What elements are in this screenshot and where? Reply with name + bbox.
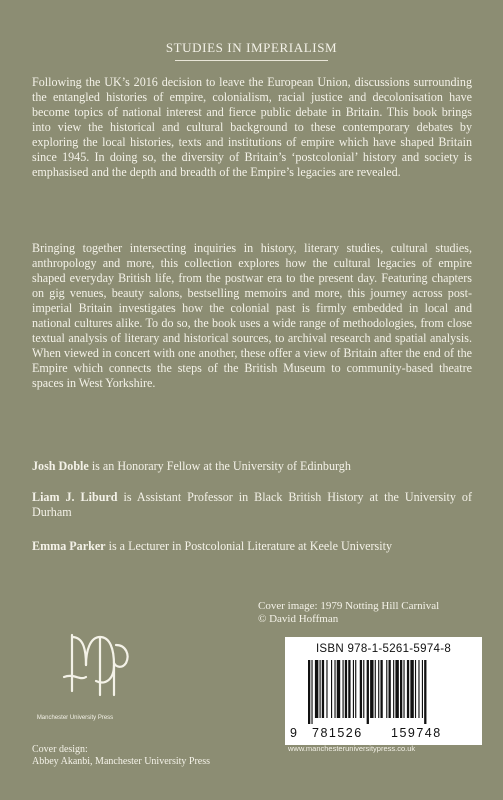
barcode-digit-first: 9 xyxy=(290,726,297,740)
publisher-logo-icon xyxy=(54,625,144,703)
barcode-bar xyxy=(389,660,391,718)
barcode-bar xyxy=(337,660,340,718)
barcode-bar xyxy=(407,660,409,718)
barcode-bar xyxy=(363,660,364,718)
cover-image-caption: Cover image: 1979 Notting Hill Carnival xyxy=(258,600,440,612)
cover-designer: Abbey Akanbi, Manchester University Press xyxy=(32,756,211,767)
cover-design-credit xyxy=(32,744,272,768)
series-title: STUDIES IN IMPERIALISM xyxy=(165,40,338,55)
blurb-paragraph-1 xyxy=(32,75,472,180)
barcode-bar xyxy=(370,660,373,718)
author-name: Liam J. Liburd xyxy=(32,490,118,504)
barcode-bar xyxy=(353,660,354,718)
barcode-bar xyxy=(386,660,387,718)
barcode-bar xyxy=(410,660,413,718)
barcode-bar xyxy=(375,660,376,718)
barcode-bar xyxy=(400,660,402,718)
barcode-bar xyxy=(320,660,321,718)
barcode-bar xyxy=(378,660,379,718)
author-bio-text xyxy=(32,539,472,554)
author-bio xyxy=(32,539,472,554)
barcode-bar xyxy=(331,660,332,718)
blurb-text: Bringing together intersecting inquiries in history, literary studies, cultural studies, anthropology and more, this collection explores how the cultural legacies of empire shaped everyday British life, from the postwar era to the present day. Featuring chapters on gig venues, beauty salons, bestselling memoirs and more, this journey across post-imperial Britain investigates how the colonial past is firmly embedded in local and national cultures alike. To do so, the book uses a wide range of methodologies, from close textual analysis of literary and historical sources, to archival research and spatial analysis. When viewed in concert with one another, these offer a view of Britain after the end of the Empire which connects the steps of the British Museum to community-based theatre spaces in West Yorkshire. xyxy=(32,241,472,390)
barcode-digit-group-1: 781526 xyxy=(312,726,363,740)
barcode-bar xyxy=(418,660,419,718)
barcode-bar xyxy=(422,660,423,718)
blurb-paragraph-2 xyxy=(32,241,472,391)
barcode-panel xyxy=(285,637,482,745)
barcode-digit-group-2: 159748 xyxy=(391,726,442,740)
author-bio-text xyxy=(32,459,472,474)
barcode-bar xyxy=(322,660,324,718)
author-bio xyxy=(32,459,472,474)
cover-design-label: Cover design: xyxy=(32,744,88,755)
barcode-bar xyxy=(315,660,318,718)
barcode-bar xyxy=(343,660,344,718)
barcode-bar xyxy=(424,660,426,724)
publisher-name: Manchester University Press xyxy=(36,715,114,721)
blurb-text: Following the UK’s 2016 decision to leave the European Union, discussions surrounding the entangled histories of empire, colonialism, racial justice and decolonisation have become topics of national interest and fierce public debate in Britain. This book brings into view the historical and cultural background to these contemporary debates by exploring the local histories, texts and institutions of empire which have shaped Britain since 1945. In doing so, the diversity of Britain’s ‘postcolonial’ history and society is emphasised and the depth and breadth of the Empire’s legacies are revealed. xyxy=(32,75,472,179)
barcode-bar xyxy=(308,660,310,724)
header-rule xyxy=(175,60,328,61)
barcode-bar xyxy=(360,660,362,718)
barcode-bar xyxy=(415,660,416,718)
barcode-bar xyxy=(367,660,369,724)
author-name: Emma Parker xyxy=(32,539,106,553)
author-name: Josh Doble xyxy=(32,459,89,473)
barcode-bar xyxy=(311,660,312,724)
barcode-bar xyxy=(345,660,347,718)
author-description: is an Honorary Fellow at the University of Edinburgh xyxy=(88,459,351,473)
barcode-bar xyxy=(395,660,398,718)
isbn-number: ISBN 978-1-5261-5974-8 xyxy=(315,643,452,655)
barcode-bar xyxy=(334,660,335,718)
barcode-bar xyxy=(355,660,356,718)
cover-image-copyright: © David Hoffman xyxy=(258,613,339,625)
author-bio-text xyxy=(32,490,472,520)
barcode-bar xyxy=(393,660,394,718)
author-description: is a Lecturer in Postcolonial Literature at Keele University xyxy=(105,539,393,553)
barcode-bar xyxy=(326,660,327,718)
publisher-website: www.manchesteruniversitypress.co.uk xyxy=(288,744,416,753)
author-bio xyxy=(32,490,472,520)
barcode-bar xyxy=(403,660,404,718)
barcode-bar xyxy=(380,660,382,718)
author-description: is Assistant Professor in Black British History at the University of Durham xyxy=(32,490,472,519)
barcode-bar xyxy=(348,660,350,718)
barcode-icon xyxy=(298,660,470,724)
cover-image-credit xyxy=(258,600,478,626)
